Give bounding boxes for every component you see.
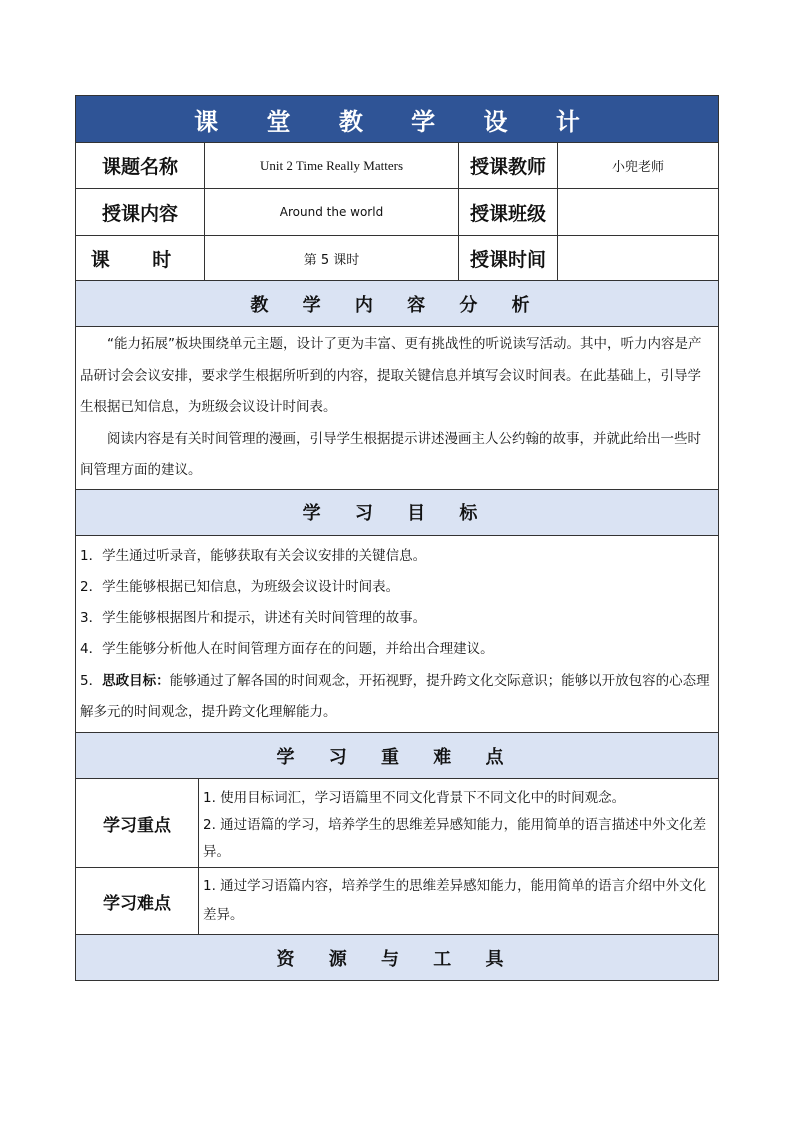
analysis-paragraph-2: 阅读内容是有关时间管理的漫画，引导学生根据提示讲述漫画主人公约翰的故事，并就此给出一些时间管理方面的建议。 bbox=[80, 430, 701, 478]
time-label: 授课时间 bbox=[458, 236, 557, 280]
period-value: 第 5 课时 bbox=[204, 236, 458, 280]
page-title: 课 堂 教 学 设 计 bbox=[76, 96, 718, 142]
objective-item: 4．学生能够分析他人在时间管理方面存在的问题，并给出合理建议。 bbox=[80, 641, 494, 658]
objective-item: 2．学生能够根据已知信息，为班级会议设计时间表。 bbox=[80, 578, 400, 595]
period-label: 课 时 bbox=[90, 248, 190, 271]
objectives-list bbox=[76, 536, 718, 733]
class-value bbox=[557, 189, 718, 235]
info-row-topic bbox=[76, 142, 718, 188]
resources-heading-row bbox=[76, 934, 718, 980]
topic-label: 课题名称 bbox=[101, 156, 178, 178]
objective-item: 1．学生通过听录音，能够获取有关会议安排的关键信息。 bbox=[80, 547, 427, 564]
objective-item: 3．学生能够根据图片和提示，讲述有关时间管理的故事。 bbox=[80, 610, 427, 627]
teacher-label: 授课教师 bbox=[458, 143, 557, 188]
analysis-body-row bbox=[76, 326, 718, 489]
focus-item-2: 2. 通过语篇的学习，培养学生的思维差异感知能力，能用简单的语言描述中外文化差异。 bbox=[203, 817, 707, 861]
difficulty-text bbox=[198, 868, 718, 934]
time-value bbox=[557, 236, 718, 280]
lesson-plan-table bbox=[75, 95, 719, 981]
analysis-body bbox=[76, 327, 718, 489]
difficulty-row bbox=[76, 867, 718, 934]
topic-value: Unit 2 Time Really Matters bbox=[204, 143, 458, 188]
resources-heading: 资 源 与 工 具 bbox=[76, 935, 718, 980]
objectives-heading: 学 习 目 标 bbox=[76, 490, 718, 535]
title-row bbox=[76, 96, 718, 142]
content-value: Around the world bbox=[204, 189, 458, 235]
objectives-body-row bbox=[76, 535, 718, 733]
teacher-value: 小兜老师 bbox=[557, 143, 718, 188]
info-row-period bbox=[76, 235, 718, 280]
objective-5-text: 能够通过了解各国的时间观念，开拓视野，提升跨文化交际意识；能够以开放包容的心态理解多元的时间观念，提升跨文化理解能力。 bbox=[80, 672, 710, 720]
keypoints-heading-row bbox=[76, 732, 718, 778]
content-label: 授课内容 bbox=[101, 202, 178, 225]
keypoints-heading: 学 习 重 难 点 bbox=[76, 733, 718, 778]
analysis-heading-row bbox=[76, 280, 718, 326]
difficulty-item-1: 1. 通过学习语篇内容，培养学生的思维差异感知能力，能用简单的语言介绍中外文化差异。 bbox=[203, 878, 707, 924]
class-label: 授课班级 bbox=[458, 189, 557, 235]
analysis-paragraph-1: “能力拓展”板块围绕单元主题，设计了更为丰富、更有挑战性的听说读写活动。其中，听力内容是产品研讨会会议安排，要求学生根据所听到的内容，提取关键信息并填写会议时间表。在此基础上，引导学生根据已知信息，为班级会议设计时间表。 bbox=[80, 336, 702, 415]
objective-5-number: 5． bbox=[80, 672, 103, 689]
objectives-heading-row bbox=[76, 489, 718, 535]
focus-item-1: 1. 使用目标词汇，学习语篇里不同文化背景下不同文化中的时间观念。 bbox=[203, 790, 626, 807]
objective-item-ideology bbox=[80, 666, 714, 729]
objective-5-label: 思政目标： bbox=[102, 672, 170, 689]
focus-text bbox=[198, 779, 718, 867]
info-row-content bbox=[76, 188, 718, 235]
focus-row bbox=[76, 778, 718, 867]
analysis-heading: 教 学 内 容 分 析 bbox=[76, 281, 718, 326]
focus-label: 学习重点 bbox=[103, 815, 171, 836]
difficulty-label: 学习难点 bbox=[103, 893, 171, 914]
